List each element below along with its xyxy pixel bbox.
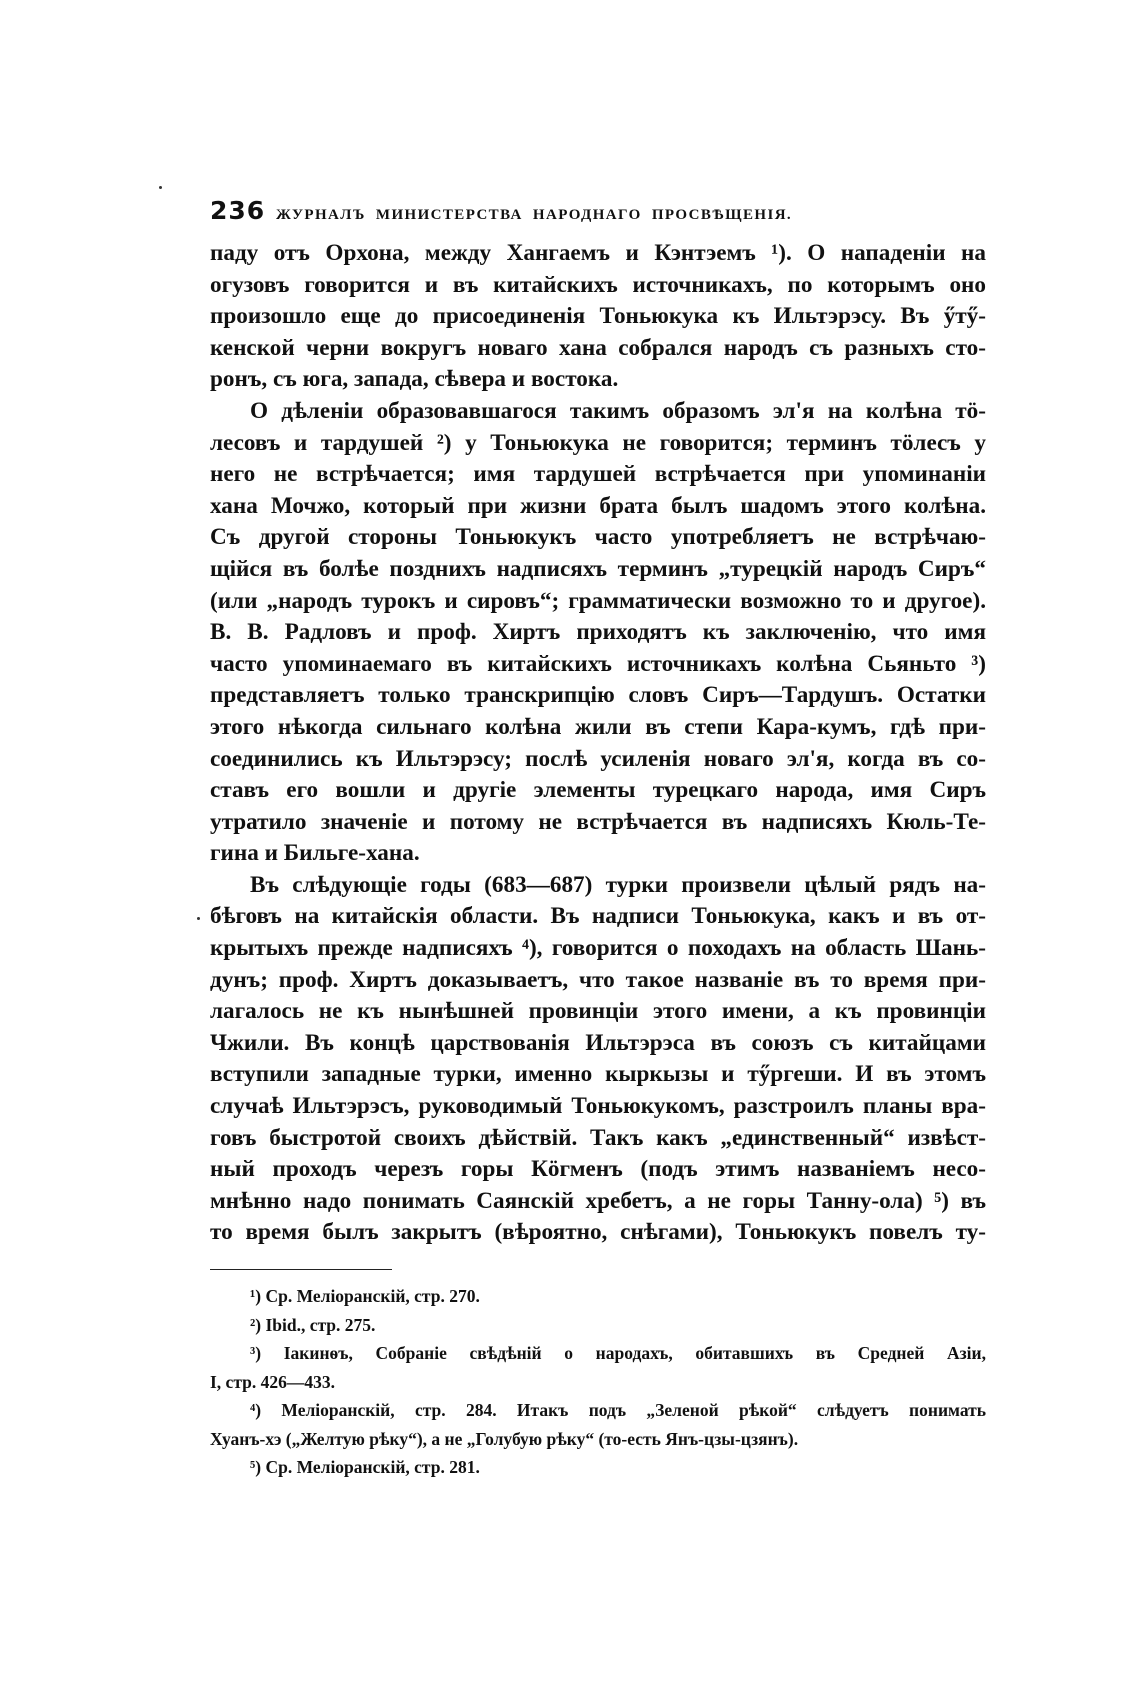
text-line: дунъ; проф. Хиртъ доказываетъ, что такое названіе въ то время при- (210, 966, 986, 993)
journal-title: ЖУРНАЛЪ МИНИСТЕРСТВА НАРОДНАГО ПРОСВѢЩЕНІЯ. (276, 207, 793, 223)
text-line: бѣговъ на китайскія области. Въ надписи Тоньюкука, какъ и въ от- (210, 903, 986, 930)
text-line: огузовъ говорится и въ китайскихъ источникахъ, по которымъ оно (210, 271, 986, 298)
text-line: утратило значеніе и потому не встрѣчается въ надписяхъ Кюль-Те- (210, 808, 986, 835)
text-line: О дѣленіи образовавшагося такимъ образомъ эл'я на колѣна тӧ- (250, 397, 986, 424)
page (210, 196, 986, 1482)
text-line: лагалось не къ нынѣшней провинціи этого имени, а къ провинціи (210, 998, 986, 1025)
text-line: крытыхъ прежде надписяхъ ⁴), говорится о походахъ на область Шань- (210, 935, 986, 962)
text-line: лесовъ и тардушей ²) у Тоньюкука не говорится; терминъ тӧлесъ у (210, 429, 986, 456)
text-line: ставъ его вошли и другіе элементы турецкаго народа, имя Сиръ (210, 777, 986, 804)
stray-mark (197, 917, 200, 920)
footnote-4-continued: Хуанъ-хэ („Желтую рѣку“), а не „Голубую рѣку“ (то-есть Янъ-цзы-цзянъ). (210, 1428, 799, 1449)
text-line: то время былъ закрытъ (вѣроятно, снѣгами), Тоньюкукъ повелъ ту- (210, 1219, 986, 1246)
footnote-separator (210, 1269, 392, 1270)
paragraph-1 (210, 238, 986, 396)
text-line: мнѣнно надо понимать Саянскій хребетъ, а не горы Танну-ола) ⁵) въ (210, 1187, 986, 1214)
text-line: него не встрѣчается; имя тардушей встрѣчается при упоминаніи (210, 461, 986, 488)
footnote-5: ⁵) Ср. Меліоранскій, стр. 281. (250, 1457, 480, 1477)
page-number: 236 (210, 196, 266, 225)
text-line: произошло еще до присоединенія Тоньюкука къ Ильтэрэсу. Въ ӳтӳ- (210, 303, 986, 330)
text-line: паду отъ Орхона, между Хангаемъ и Кэнтэемъ ¹). О нападеніи на (210, 240, 986, 266)
footnote-3: ³) Іакинѳъ, Собраніе свѣдѣній о народахъ, обитавшихъ въ Средней Азіи, (250, 1343, 986, 1363)
text-line: щійся въ болѣе позднихъ надписяхъ терминъ „турецкій народъ Сиръ“ (210, 555, 986, 582)
text-line: вступили западные турки, именно кыркызы и тӳргеши. И въ этомъ (210, 1061, 986, 1088)
text-line: (или „народъ турокъ и сировъ“; грамматически возможно то и другое). (210, 587, 986, 614)
text-line: этого нѣкогда сильнаго колѣна жили въ степи Кара-кумъ, гдѣ при- (210, 713, 986, 740)
text-line: кенской черни вокругъ новаго хана собрался народъ съ разныхъ сто- (210, 334, 986, 361)
footnote-2: ²) Ibid., стр. 275. (250, 1314, 376, 1335)
footnote-1: ¹) Ср. Меліоранскій, стр. 270. (250, 1286, 480, 1306)
stray-mark (159, 186, 162, 189)
text-line: часто упоминаемаго въ китайскихъ источникахъ колѣна Сьяньто ³) (210, 650, 986, 677)
footnotes (210, 1282, 986, 1482)
text-line: ный проходъ черезъ горы Кӧгменъ (подъ этимъ названіемъ несо- (210, 1156, 986, 1183)
text-line: В. В. Радловъ и проф. Хиртъ приходятъ къ заключенію, что имя (210, 619, 986, 646)
text-line: соединились къ Ильтэрэсу; послѣ усиленія новаго эл'я, когда въ со- (210, 745, 986, 772)
text-line: случаѣ Ильтэрэсъ, руководимый Тоньюкукомъ, разстроилъ планы вра- (210, 1093, 986, 1120)
text-line: ронъ, съ юга, запада, сѣвера и востока. (210, 366, 619, 393)
paragraph-2 (210, 396, 986, 870)
running-head (210, 196, 986, 238)
text-line: представляетъ только транскрипцію словъ Сиръ—Тардушъ. Остатки (210, 682, 986, 709)
text-line: Чжили. Въ концѣ царствованія Ильтэрэса въ союзъ съ китайцами (210, 1029, 986, 1056)
footnote-4: ⁴) Меліоранскій, стр. 284. Итакъ подъ „Зеленой рѣкой“ слѣдуетъ понимать (250, 1400, 986, 1420)
footnote-3-continued: I, стр. 426—433. (210, 1371, 335, 1392)
text-line: Съ другой стороны Тоньюкукъ часто употребляетъ не встрѣчаю- (210, 524, 986, 551)
text-line: Въ слѣдующіе годы (683—687) турки произвели цѣлый рядъ на- (250, 871, 986, 898)
text-line: хана Мочжо, который при жизни брата былъ шадомъ этого колѣна. (210, 492, 986, 519)
paragraph-3 (210, 870, 986, 1249)
text-line: говъ быстротой своихъ дѣйствій. Такъ какъ „единственный“ извѣст- (210, 1124, 986, 1151)
text-line: гина и Бильге-хана. (210, 840, 420, 867)
